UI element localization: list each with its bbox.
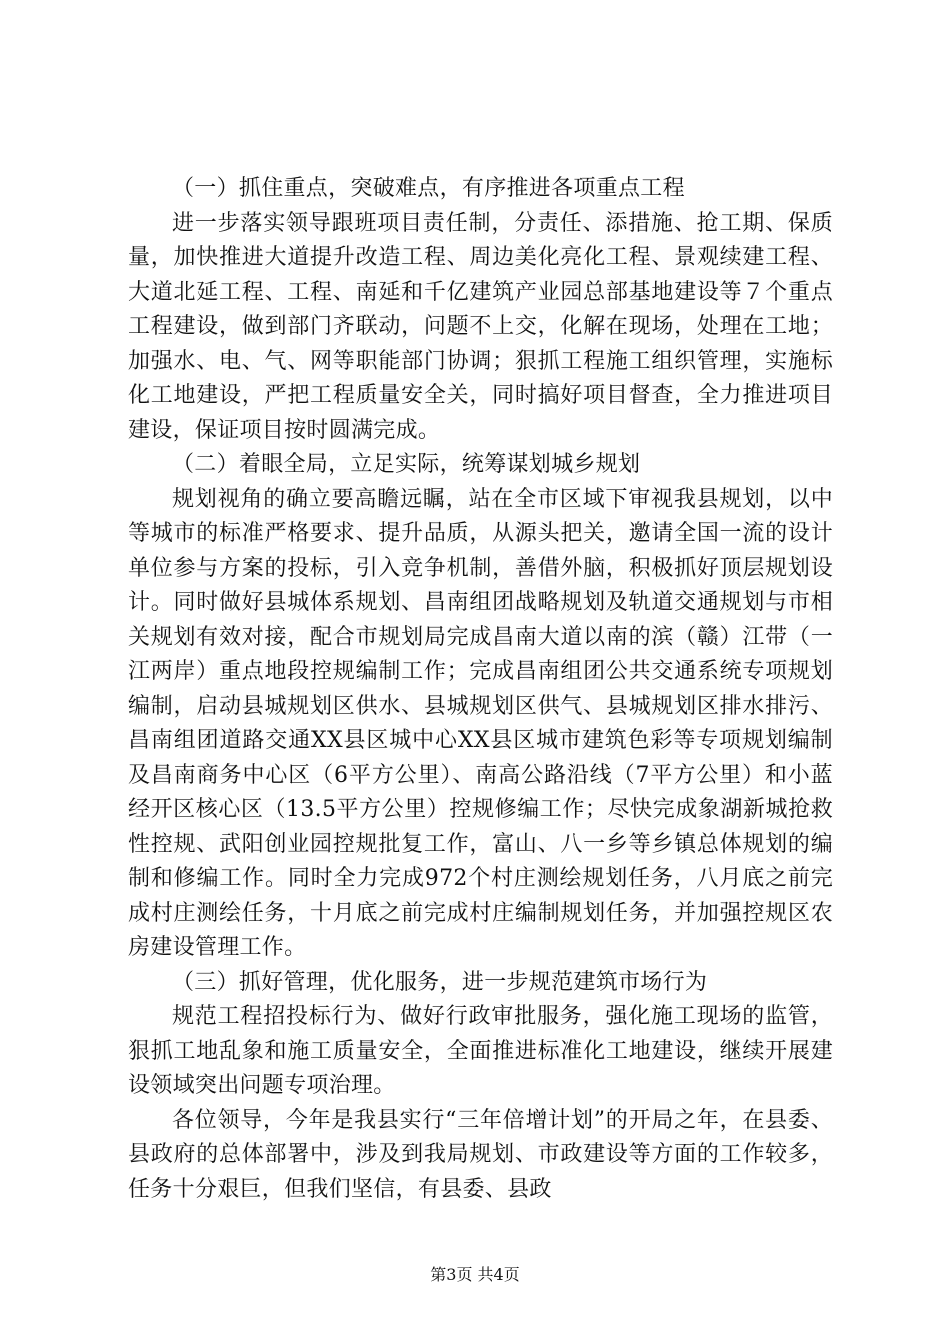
- section-3-heading: （三）抓好管理，优化服务，进一步规范建筑市场行为: [172, 969, 708, 995]
- section-2-paragraph: 规划视角的确立要高瞻远瞩，站在全市区域下审视我县规划，以中等城市的标准严格要求、提升品质，从源头把关，邀请全国一流的设计单位参与方案的投标，引入竞争机制，善借外脑，积极抓好顶层规划设计。同时做好县城体系规划、昌南组团战略规划及轨道交通规划与市相关规划有效对接，配合市规划局完成昌南大道以南的滨（赣）江带（一江两岸）重点地段控规编制工作；完成昌南组团公共交通系统专项规划编制，启动县城规划区供水、县城规划区供气、县城规划区排水排污、昌南组团道路交通XX县区城中心XX县区城市建筑色彩等专项规划编制及昌南商务中心区（6平方公里）、南高公路沿线（7平方公里）和小蓝经开区核心区（13.5平方公里）控规修编工作；尽快完成象湖新城抢救性控规、武阳创业园控规批复工作，富山、八一乡等乡镇总体规划的编制和修编工作。同时全力完成972个村庄测绘规划任务，八月底之前完成村庄测绘任务，十月底之前完成村庄编制规划任务，并加强控规区农房建设管理工作。: [128, 486, 833, 960]
- section-1-heading: （一）抓住重点，突破难点，有序推进各项重点工程: [172, 176, 685, 201]
- section-1-paragraph: 进一步落实领导跟班项目责任制，分责任、添措施、抢工期、保质量，加快推进大道提升改造工程、周边美化亮化工程、景观续建工程、大道北延工程、工程、南延和千亿建筑产业园总部基地建设等７个重点工程建设，做到部门齐联动，问题不上交，化解在现场，处理在工地；加强水、电、气、网等职能部门协调；狠抓工程施工组织管理，实施标化工地建设，严把工程质量安全关，同时搞好项目督查，全力推进项目建设，保证项目按时圆满完成。: [128, 210, 833, 443]
- closing-paragraph: 各位领导，今年是我县实行“三年倍增计划”的开局之年，在县委、县政府的总体部署中，涉及到我局规划、市政建设等方面的工作较多，任务十分艰巨，但我们坚信，有县委、县政: [128, 1107, 833, 1202]
- page-footer: 第3页 共4页: [430, 1265, 520, 1284]
- document-body: [128, 172, 833, 1207]
- section-3-paragraph: 规范工程招投标行为、做好行政审批服务，强化施工现场的监管，狠抓工地乱象和施工质量安全，全面推进标准化工地建设，继续开展建设领域突出问题专项治理。: [128, 1004, 833, 1098]
- section-2-heading: （二）着眼全局，立足实际，统筹谋划城乡规划: [172, 452, 641, 477]
